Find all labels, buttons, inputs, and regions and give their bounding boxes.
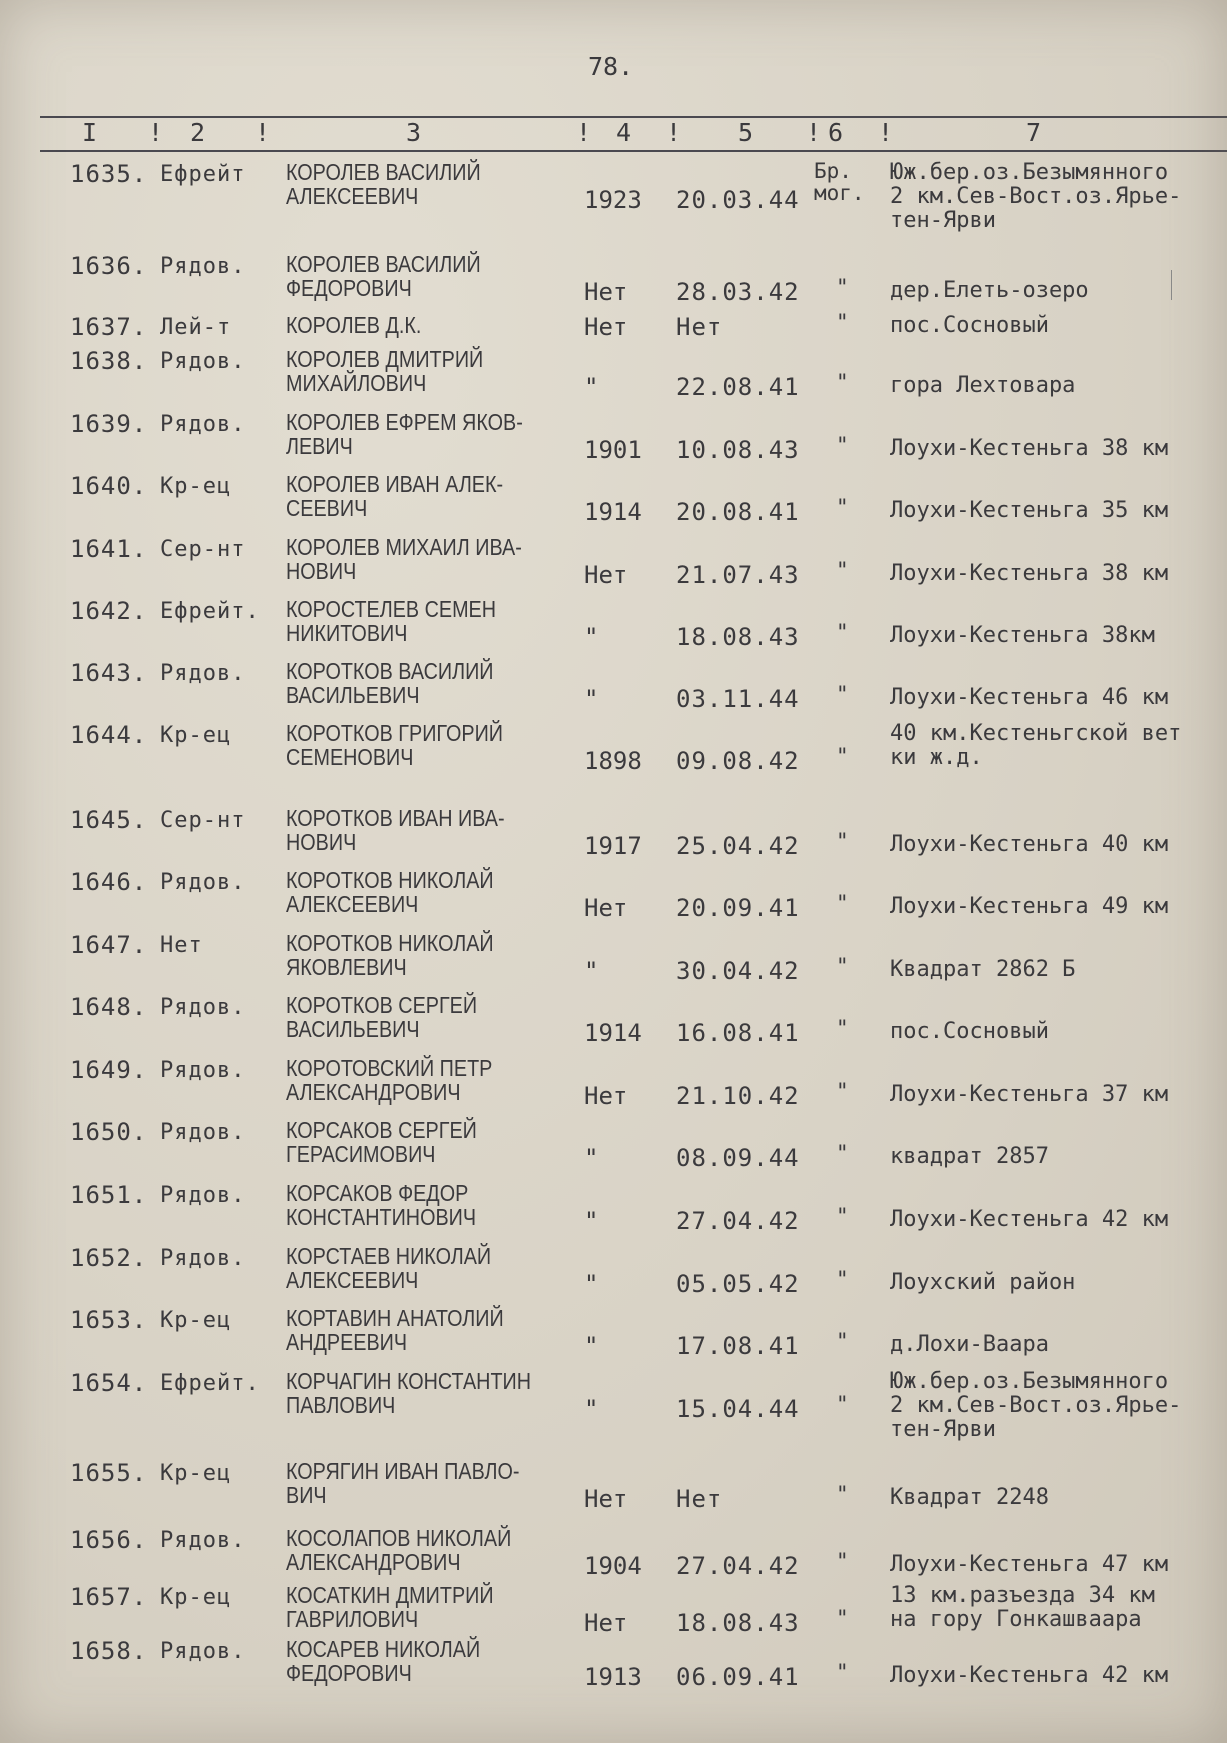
death-date: 08.09.44 xyxy=(676,1144,800,1172)
place-line-1: Юж.бер.оз.Безымянного xyxy=(890,1369,1169,1394)
place-line-2: на гору Гонкашваара xyxy=(890,1607,1142,1632)
birth-year: 1923 xyxy=(584,186,642,214)
name-line-2: ФЕДОРОВИЧ xyxy=(286,1660,412,1686)
burial-type: " xyxy=(836,1392,849,1416)
burial-type: " xyxy=(836,1482,849,1506)
rank: Сер-нт xyxy=(160,808,246,833)
name-line-2: АЛЕКСЕЕВИЧ xyxy=(286,891,419,917)
birth-year: " xyxy=(584,1395,599,1423)
place-line-1: Лоухи-Кестеньга 42 км xyxy=(890,1207,1169,1232)
header-divider: ! xyxy=(148,118,164,147)
death-date: 06.09.41 xyxy=(676,1663,800,1691)
rank: Лей-т xyxy=(160,315,232,340)
birth-year: 1914 xyxy=(584,498,642,526)
burial-type: Бр. мог. xyxy=(814,159,865,205)
name-line-2: ЛЕВИЧ xyxy=(286,433,353,459)
rank: Рядов. xyxy=(160,1183,246,1208)
burial-type: " xyxy=(836,495,849,519)
record-number: 1636. xyxy=(70,252,148,280)
name-line-2: МИХАЙЛОВИЧ xyxy=(286,370,427,396)
birth-year: Нет xyxy=(584,1609,628,1637)
birth-year: Нет xyxy=(584,561,628,589)
header-col-2: 2 xyxy=(190,118,206,147)
header-col-4: 4 xyxy=(616,118,632,147)
record-number: 1640. xyxy=(70,472,148,500)
name-line-2: АЛЕКСАНДРОВИЧ xyxy=(286,1079,461,1105)
record-number: 1642. xyxy=(70,597,148,625)
death-date: 15.04.44 xyxy=(676,1395,800,1423)
name-line-2: СЕЕВИЧ xyxy=(286,495,368,521)
death-date: 27.04.42 xyxy=(676,1207,800,1235)
death-date: Нет xyxy=(676,1485,723,1513)
name-line-1: КОРЧАГИН КОНСТАНТИН xyxy=(286,1368,532,1394)
name-line-1: КОРОТОВСКИЙ ПЕТР xyxy=(286,1055,493,1081)
place-line-1: пос.Сосновый xyxy=(890,1019,1049,1044)
birth-year: Нет xyxy=(584,278,628,306)
name-line-1: КОРОЛЕВ ВАСИЛИЙ xyxy=(286,159,481,185)
place-line-2: 2 км.Сев-Вост.оз.Ярье- xyxy=(890,184,1182,209)
name-line-2: НИКИТОВИЧ xyxy=(286,620,408,646)
place-line-1: Лоухский район xyxy=(890,1270,1076,1295)
name-line-2: ГЕРАСИМОВИЧ xyxy=(286,1141,436,1167)
death-date: 17.08.41 xyxy=(676,1332,800,1360)
birth-year: 1914 xyxy=(584,1019,642,1047)
rank: Кр-ец xyxy=(160,1461,232,1486)
record-number: 1646. xyxy=(70,868,148,896)
birth-year: " xyxy=(584,685,599,713)
name-line-2: АЛЕКСЕЕВИЧ xyxy=(286,183,419,209)
name-line-1: КОРОТКОВ ВАСИЛИЙ xyxy=(286,658,494,684)
death-date: 16.08.41 xyxy=(676,1019,800,1047)
rank: Рядов. xyxy=(160,1120,246,1145)
burial-type: " xyxy=(836,1141,849,1165)
death-date: 28.03.42 xyxy=(676,278,800,306)
rank: Ефрейт. xyxy=(160,599,260,624)
header-divider: ! xyxy=(666,118,682,147)
page-number: 78. xyxy=(588,52,634,81)
record-number: 1639. xyxy=(70,410,148,438)
birth-year: 1913 xyxy=(584,1663,642,1691)
rank: Рядов. xyxy=(160,254,246,279)
header-divider: ! xyxy=(878,118,894,147)
birth-year: " xyxy=(584,373,599,401)
death-date: 09.08.42 xyxy=(676,747,800,775)
record-number: 1658. xyxy=(70,1637,148,1665)
name-line-1: КОРЯГИН ИВАН ПАВЛО- xyxy=(286,1458,520,1484)
header-col-5: 5 xyxy=(738,118,754,147)
place-line-1: Лоухи-Кестеньга 42 км xyxy=(890,1663,1169,1688)
record-number: 1635. xyxy=(70,160,148,188)
death-date: 27.04.42 xyxy=(676,1552,800,1580)
birth-year: Нет xyxy=(584,894,628,922)
burial-type: " xyxy=(836,1329,849,1353)
name-line-1: КОРОЛЕВ ВАСИЛИЙ xyxy=(286,251,481,277)
place-line-1: Квадрат 2862 Б xyxy=(890,957,1076,982)
name-line-1: КОРОЛЕВ Д.К. xyxy=(286,312,422,338)
name-line-1: КОРОЛЕВ ИВАН АЛЕК- xyxy=(286,471,504,497)
header-divider: ! xyxy=(576,118,592,147)
record-number: 1652. xyxy=(70,1244,148,1272)
birth-year: 1917 xyxy=(584,832,642,860)
name-line-1: КОСАРЕВ НИКОЛАЙ xyxy=(286,1636,481,1662)
birth-year: 1901 xyxy=(584,436,642,464)
record-number: 1638. xyxy=(70,347,148,375)
death-date: 21.10.42 xyxy=(676,1082,800,1110)
name-line-2: НОВИЧ xyxy=(286,558,357,584)
rank: Нет xyxy=(160,933,203,958)
death-date: 21.07.43 xyxy=(676,561,800,589)
place-line-1: Лоухи-Кестеньга 35 км xyxy=(890,498,1169,523)
place-line-1: Юж.бер.оз.Безымянного xyxy=(890,160,1169,185)
rank: Ефрейт xyxy=(160,162,246,187)
record-number: 1650. xyxy=(70,1118,148,1146)
rank: Ефрейт. xyxy=(160,1371,260,1396)
name-line-2: ПАВЛОВИЧ xyxy=(286,1392,396,1418)
name-line-2: ВИЧ xyxy=(286,1482,327,1508)
rank: Рядов. xyxy=(160,661,246,686)
birth-year: 1898 xyxy=(584,747,642,775)
name-line-2: ЯКОВЛЕВИЧ xyxy=(286,954,407,980)
name-line-1: КОРОТКОВ НИКОЛАЙ xyxy=(286,930,494,956)
burial-type: " xyxy=(836,891,849,915)
burial-type: " xyxy=(836,1016,849,1040)
rank: Рядов. xyxy=(160,1639,246,1664)
burial-type: " xyxy=(836,558,849,582)
death-date: 10.08.43 xyxy=(676,436,800,464)
place-line-3: тен-Ярви xyxy=(890,1417,996,1442)
place-line-2: 2 км.Сев-Вост.оз.Ярье- xyxy=(890,1393,1182,1418)
burial-type: " xyxy=(836,1204,849,1228)
place-line-1: Лоухи-Кестеньга 38 км xyxy=(890,561,1169,586)
name-line-1: КОРОТКОВ ИВАН ИВА- xyxy=(286,805,505,831)
burial-type: " xyxy=(836,1660,849,1684)
header-bottom-rule xyxy=(40,150,1227,152)
name-line-1: КОРОСТЕЛЕВ СЕМЕН xyxy=(286,596,497,622)
birth-year: " xyxy=(584,1332,599,1360)
place-line-1: Лоухи-Кестеньга 38 км xyxy=(890,436,1169,461)
header-col-6: 6 xyxy=(828,118,844,147)
table-header xyxy=(0,118,1227,148)
name-line-2: ГАВРИЛОВИЧ xyxy=(286,1606,419,1632)
place-line-1: Лоухи-Кестеньга 38км xyxy=(890,623,1155,648)
name-line-2: АЛЕКСЕЕВИЧ xyxy=(286,1267,419,1293)
place-line-1: Лоухи-Кестеньга 46 км xyxy=(890,685,1169,710)
name-line-1: КОРОТКОВ СЕРГЕЙ xyxy=(286,992,478,1018)
birth-year: 1904 xyxy=(584,1552,642,1580)
header-divider: ! xyxy=(806,118,822,147)
burial-type: " xyxy=(836,1549,849,1573)
name-line-2: СЕМЕНОВИЧ xyxy=(286,744,414,770)
rank: Рядов. xyxy=(160,1528,246,1553)
header-divider: ! xyxy=(255,118,271,147)
burial-type: " xyxy=(836,1267,849,1291)
name-line-1: КОРСАКОВ СЕРГЕЙ xyxy=(286,1117,477,1143)
name-line-2: НОВИЧ xyxy=(286,829,357,855)
rank: Кр-ец xyxy=(160,723,232,748)
place-line-1: 40 км.Кестеньгской вет xyxy=(890,721,1182,746)
death-date: Нет xyxy=(676,313,723,341)
pencil-mark xyxy=(1171,270,1172,300)
place-line-1: д.Лохи-Ваара xyxy=(890,1332,1049,1357)
death-date: 20.09.41 xyxy=(676,894,800,922)
place-line-1: квадрат 2857 xyxy=(890,1144,1049,1169)
death-date: 30.04.42 xyxy=(676,957,800,985)
record-number: 1648. xyxy=(70,993,148,1021)
rank: Рядов. xyxy=(160,1058,246,1083)
place-line-1: Лоухи-Кестеньга 49 км xyxy=(890,894,1169,919)
place-line-1: Лоухи-Кестеньга 47 км xyxy=(890,1552,1169,1577)
header-col-1: I xyxy=(82,118,98,147)
name-line-1: КОРОТКОВ ГРИГОРИЙ xyxy=(286,720,504,746)
birth-year: " xyxy=(584,623,599,651)
place-line-3: тен-Ярви xyxy=(890,208,996,233)
header-col-3: 3 xyxy=(406,118,422,147)
name-line-2: ВАСИЛЬЕВИЧ xyxy=(286,1016,420,1042)
record-number: 1655. xyxy=(70,1459,148,1487)
rank: Рядов. xyxy=(160,995,246,1020)
death-date: 22.08.41 xyxy=(676,373,800,401)
rank: Кр-ец xyxy=(160,1585,232,1610)
death-date: 03.11.44 xyxy=(676,685,800,713)
record-number: 1653. xyxy=(70,1306,148,1334)
record-number: 1644. xyxy=(70,721,148,749)
name-line-1: КОРСТАЕВ НИКОЛАЙ xyxy=(286,1243,492,1269)
name-line-1: КОРОЛЕВ ДМИТРИЙ xyxy=(286,346,484,372)
name-line-2: ВАСИЛЬЕВИЧ xyxy=(286,682,420,708)
name-line-1: КОСОЛАПОВ НИКОЛАЙ xyxy=(286,1525,512,1551)
burial-type: " xyxy=(836,1079,849,1103)
birth-year: " xyxy=(584,1207,599,1235)
record-number: 1637. xyxy=(70,313,148,341)
name-line-1: КОРОТКОВ НИКОЛАЙ xyxy=(286,867,494,893)
death-date: 05.05.42 xyxy=(676,1270,800,1298)
burial-type: " xyxy=(836,433,849,457)
death-date: 18.08.43 xyxy=(676,623,800,651)
rank: Рядов. xyxy=(160,349,246,374)
rank: Рядов. xyxy=(160,412,246,437)
place-line-1: Квадрат 2248 xyxy=(890,1485,1049,1510)
record-number: 1657. xyxy=(70,1583,148,1611)
name-line-2: АЛЕКСАНДРОВИЧ xyxy=(286,1549,461,1575)
birth-year: " xyxy=(584,957,599,985)
rank: Рядов. xyxy=(160,870,246,895)
place-line-1: дер.Елеть-озеро xyxy=(890,278,1089,303)
record-number: 1647. xyxy=(70,931,148,959)
birth-year: Нет xyxy=(584,313,628,341)
burial-type: " xyxy=(836,829,849,853)
record-number: 1643. xyxy=(70,659,148,687)
burial-type: " xyxy=(836,744,849,768)
name-line-2: ФЕДОРОВИЧ xyxy=(286,275,412,301)
name-line-1: КОРТАВИН АНАТОЛИЙ xyxy=(286,1305,504,1331)
rank: Сер-нт xyxy=(160,537,246,562)
place-line-1: Лоухи-Кестеньга 37 км xyxy=(890,1082,1169,1107)
death-date: 25.04.42 xyxy=(676,832,800,860)
place-line-2: ки ж.д. xyxy=(890,745,983,770)
name-line-2: КОНСТАНТИНОВИЧ xyxy=(286,1204,477,1230)
place-line-1: пос.Сосновый xyxy=(890,313,1049,338)
record-number: 1645. xyxy=(70,806,148,834)
name-line-1: КОСАТКИН ДМИТРИЙ xyxy=(286,1582,494,1608)
rank: Кр-ец xyxy=(160,1308,232,1333)
birth-year: " xyxy=(584,1270,599,1298)
burial-type: " xyxy=(836,1606,849,1630)
rank: Рядов. xyxy=(160,1246,246,1271)
burial-type: " xyxy=(836,275,849,299)
birth-year: Нет xyxy=(584,1485,628,1513)
place-line-1: 13 км.разъезда 34 км xyxy=(890,1583,1155,1608)
burial-type: " xyxy=(836,310,849,334)
name-line-2: АНДРЕЕВИЧ xyxy=(286,1329,408,1355)
death-date: 20.08.41 xyxy=(676,498,800,526)
burial-type: " xyxy=(836,954,849,978)
death-date: 20.03.44 xyxy=(676,186,800,214)
place-line-1: гора Лехтовара xyxy=(890,373,1076,398)
record-number: 1654. xyxy=(70,1369,148,1397)
record-number: 1641. xyxy=(70,535,148,563)
place-line-1: Лоухи-Кестеньга 40 км xyxy=(890,832,1169,857)
name-line-1: КОРОЛЕВ МИХАИЛ ИВА- xyxy=(286,534,522,560)
birth-year: " xyxy=(584,1144,599,1172)
record-number: 1651. xyxy=(70,1181,148,1209)
death-date: 18.08.43 xyxy=(676,1609,800,1637)
record-number: 1656. xyxy=(70,1526,148,1554)
header-col-7: 7 xyxy=(1026,118,1042,147)
burial-type: " xyxy=(836,620,849,644)
birth-year: Нет xyxy=(584,1082,628,1110)
name-line-1: КОРСАКОВ ФЕДОР xyxy=(286,1180,469,1206)
name-line-1: КОРОЛЕВ ЕФРЕМ ЯКОВ- xyxy=(286,409,523,435)
record-number: 1649. xyxy=(70,1056,148,1084)
rank: Кр-ец xyxy=(160,474,232,499)
burial-type: " xyxy=(836,682,849,706)
burial-type: " xyxy=(836,370,849,394)
